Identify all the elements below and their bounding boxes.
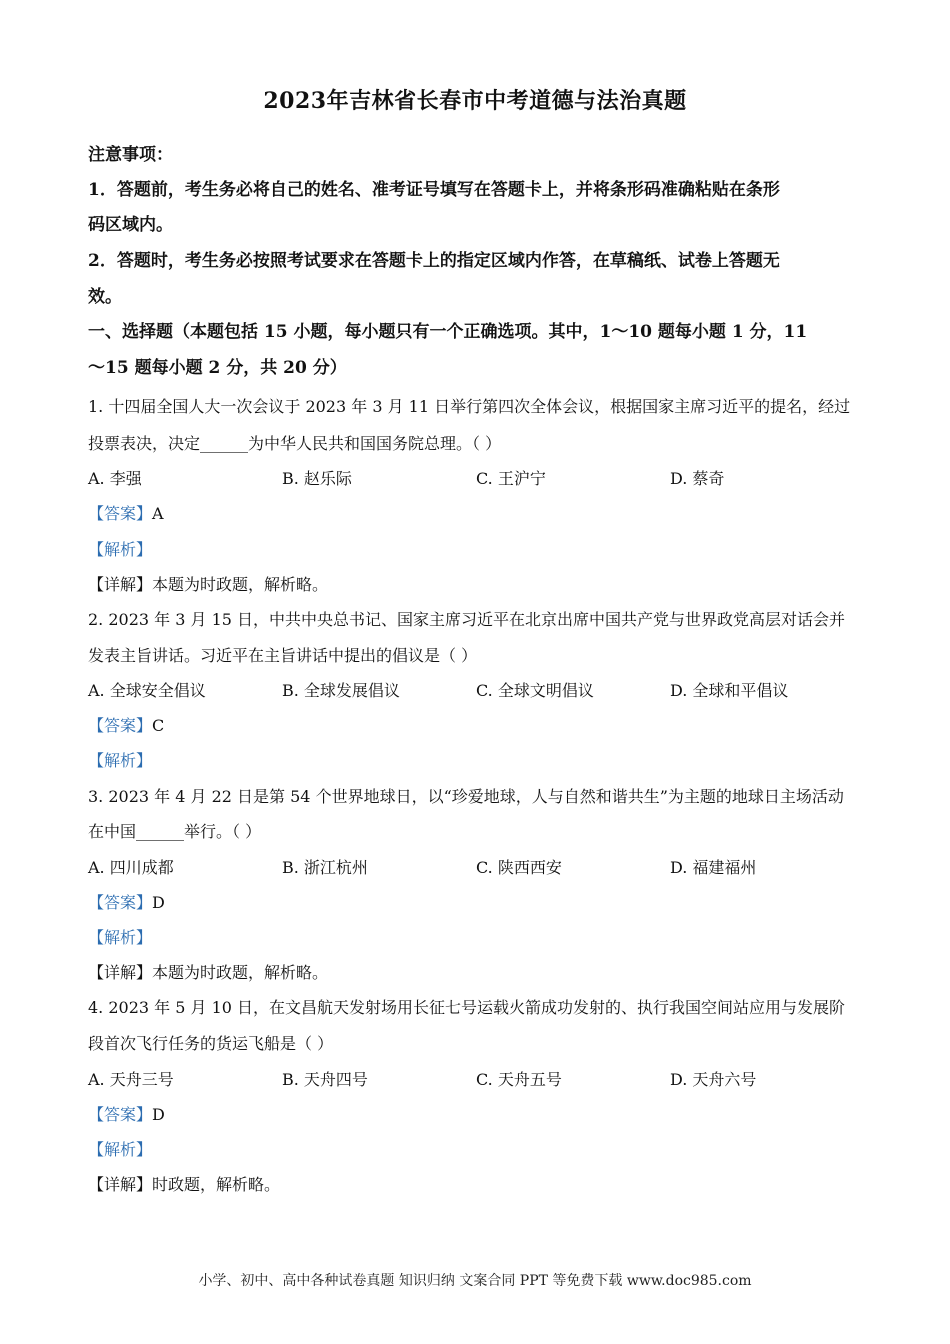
question-3-answer (88, 893, 868, 913)
option-d[interactable]: D. 天舟六号 (670, 1070, 757, 1089)
detail-tag: 【详解】 (88, 1175, 153, 1194)
option-a[interactable]: A. 四川成都 (88, 858, 174, 877)
question-3-options (88, 858, 868, 878)
page-title: 2023年吉林省长春市中考道德与法治真题 (263, 88, 687, 114)
question-2-options (88, 681, 868, 701)
question-2-stem: 2. 2023 年 3 月 15 日，中共中央总书记、国家主席习近平在北京出席中国共产党与世界政党高层对话会并 (88, 610, 846, 629)
question-4-options (88, 1070, 868, 1090)
question-4-stem-cont: 段首次飞行任务的货运飞船是（ ） (88, 1034, 334, 1053)
question-1-options (88, 469, 868, 489)
notice-item-1: 1．答题前，考生务必将自己的姓名、准考证号填写在答题卡上，并将条形码准确粘贴在条形 (88, 180, 780, 200)
answer-value: A (152, 504, 164, 523)
analysis-tag: 【解析】 (88, 751, 153, 770)
detail-text: 时政题，解析略。 (152, 1175, 281, 1194)
answer-tag: 【答案】 (88, 1105, 153, 1124)
option-b[interactable]: B. 全球发展倡议 (282, 681, 400, 700)
question-4-answer (88, 1105, 868, 1125)
notice-heading: 注意事项： (88, 145, 173, 165)
option-a[interactable]: A. 天舟三号 (88, 1070, 174, 1089)
analysis-tag: 【解析】 (88, 928, 153, 947)
option-b[interactable]: B. 赵乐际 (282, 469, 352, 488)
section-heading: 一、选择题（本题包括 15 小题，每小题只有一个正确选项。其中，1～10 题每小题 1 分，11 (88, 322, 808, 342)
analysis-tag: 【解析】 (88, 540, 153, 559)
answer-value: C (152, 716, 165, 735)
option-b[interactable]: B. 浙江杭州 (282, 858, 368, 877)
answer-tag: 【答案】 (88, 504, 153, 523)
analysis-tag: 【解析】 (88, 1140, 153, 1159)
detail-text: 本题为时政题，解析略。 (152, 963, 329, 982)
question-2-stem-cont: 发表主旨讲话。习近平在主旨讲话中提出的倡议是（ ） (88, 646, 478, 665)
page-footer: 小学、初中、高中各种试卷真题 知识归纳 文案合同 PPT 等免费下载 www.doc985.com (198, 1273, 752, 1289)
option-a[interactable]: A. 李强 (88, 469, 142, 488)
option-d[interactable]: D. 福建福州 (670, 858, 757, 877)
question-3-analysis (88, 928, 868, 948)
option-c[interactable]: C. 天舟五号 (476, 1070, 562, 1089)
notice-item-2: 2．答题时，考生务必按照考试要求在答题卡上的指定区域内作答，在草稿纸、试卷上答题无 (88, 251, 780, 271)
question-2-analysis (88, 751, 868, 771)
notice-item-2-cont: 效。 (88, 287, 122, 307)
question-4-stem: 4. 2023 年 5 月 10 日，在文昌航天发射场用长征七号运载火箭成功发射的、执行我国空间站应用与发展阶 (88, 998, 846, 1017)
notice-item-1-cont: 码区域内。 (88, 215, 173, 235)
answer-tag: 【答案】 (88, 716, 153, 735)
question-1-analysis (88, 540, 868, 560)
detail-text: 本题为时政题，解析略。 (152, 575, 329, 594)
answer-value: D (152, 893, 165, 912)
option-d[interactable]: D. 全球和平倡议 (670, 681, 789, 700)
answer-tag: 【答案】 (88, 893, 153, 912)
option-b[interactable]: B. 天舟四号 (282, 1070, 368, 1089)
question-1-stem: 1. 十四届全国人大一次会议于 2023 年 3 月 11 日举行第四次全体会议，根据国家主席习近平的提名，经过 (88, 397, 851, 416)
option-c[interactable]: C. 陕西西安 (476, 858, 562, 877)
detail-tag: 【详解】 (88, 963, 153, 982)
question-1-stem-cont: 投票表决，决定______为中华人民共和国国务院总理。（ ） (88, 434, 502, 453)
detail-tag: 【详解】 (88, 575, 153, 594)
option-c[interactable]: C. 王沪宁 (476, 469, 546, 488)
question-3-stem-cont: 在中国______举行。（ ） (88, 822, 262, 841)
option-d[interactable]: D. 蔡奇 (670, 469, 725, 488)
question-1-answer (88, 504, 868, 524)
question-2-answer (88, 716, 868, 736)
option-a[interactable]: A. 全球安全倡议 (88, 681, 206, 700)
question-4-detail (88, 1175, 868, 1195)
question-4-analysis (88, 1140, 868, 1160)
option-c[interactable]: C. 全球文明倡议 (476, 681, 594, 700)
question-3-detail (88, 963, 868, 983)
question-1-detail (88, 575, 868, 595)
section-heading-cont: ～15 题每小题 2 分，共 20 分） (88, 358, 347, 378)
question-3-stem: 3. 2023 年 4 月 22 日是第 54 个世界地球日，以“珍爱地球，人与自然和谐共生”为主题的地球日主场活动 (88, 787, 844, 806)
answer-value: D (152, 1105, 165, 1124)
